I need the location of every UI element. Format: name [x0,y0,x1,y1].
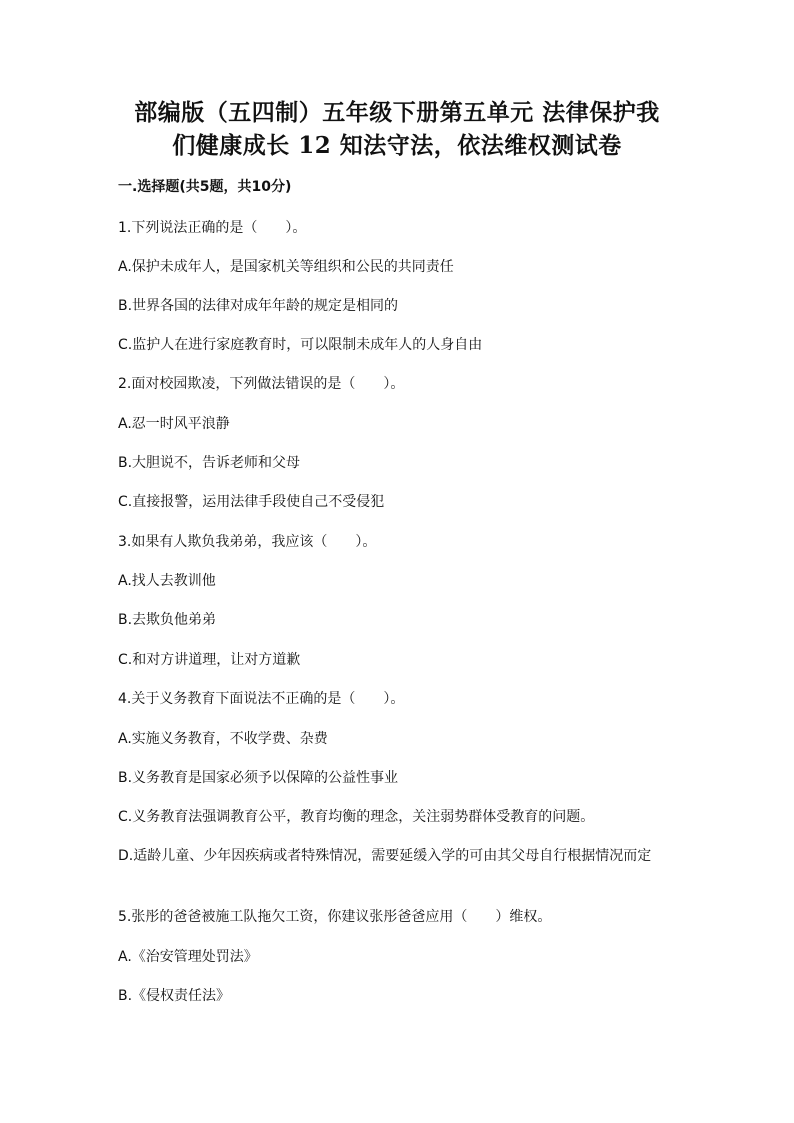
question-4-option-c: C.义务教育法强调教育公平，教育均衡的理念，关注弱势群体受教育的问题。 [118,809,595,825]
page-title-line-1: 部编版（五四制）五年级下册第五单元 法律保护我 [134,99,660,126]
question-2-option-b: B.大胆说不，告诉老师和父母 [118,455,301,471]
question-1-option-c: C.监护人在进行家庭教育时，可以限制未成年人的人身自由 [118,337,483,353]
question-3-option-a: A.找人去教训他 [118,573,216,589]
question-4-option-b: B.义务教育是国家必须予以保障的公益性事业 [118,770,399,786]
question-4-option-d: D.适龄儿童、少年因疾病或者特殊情况，需要延缓入学的可由其父母自行根据情况而定 [118,848,652,864]
question-3-option-b: B.去欺负他弟弟 [118,612,217,628]
question-2-option-c: C.直接报警，运用法律手段使自己不受侵犯 [118,494,385,510]
question-4-stem: 4.关于义务教育下面说法不正确的是（ ）。 [118,691,405,707]
section-heading: 一.选择题(共5题，共10分) [118,179,292,195]
question-4-option-a: A.实施义务教育，不收学费、杂费 [118,731,328,747]
question-5-option-b: B.《侵权责任法》 [118,988,231,1004]
question-1-option-b: B.世界各国的法律对成年年龄的规定是相同的 [118,298,399,314]
question-3-option-c: C.和对方讲道理，让对方道歉 [118,652,301,668]
question-2-stem: 2.面对校园欺凌，下列做法错误的是（ ）。 [118,376,405,392]
question-5-option-a: A.《治安管理处罚法》 [118,949,258,965]
question-5-stem: 5.张彤的爸爸被施工队拖欠工资，你建议张彤爸爸应用（ ）维权。 [118,909,552,925]
question-3-stem: 3.如果有人欺负我弟弟，我应该（ ）。 [118,534,377,550]
question-1-option-a: A.保护未成年人，是国家机关等组织和公民的共同责任 [118,259,454,275]
question-2-option-a: A.忍一时风平浪静 [118,416,230,432]
question-1-stem: 1.下列说法正确的是（ ）。 [118,220,307,236]
page-title-line-2: 们健康成长 12 知法守法，依法维权测试卷 [172,132,622,159]
